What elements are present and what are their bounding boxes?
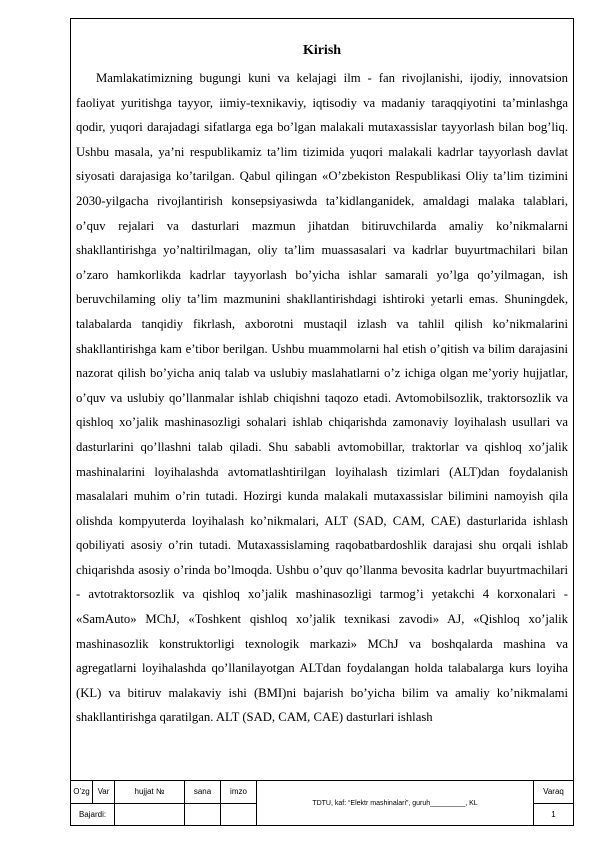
- stamp-varaq-label: Varaq: [534, 781, 574, 804]
- body-paragraph: Mamlakatimizning bugungi kuni va kelajagi ilm - fan rivojlanishi, ijodiy, innovatsion faoliyat yuritishga tayyor, iimiy-texnikaviy, iqtisodiy va madaniy taraqqiyotini ta’minlashga qodir, yuqori darajadagi sifatlarga ega bo’lgan malakali mutaxassislar tayyorlash bilan bog’liq. Ushbu masala, ya’ni respublikamiz ta’lim tizimida yuqori malakali kadrlar tayyorlash davlat siyosati darajasiga ko’tarilgan. Qabul qilingan «O’zbekiston Respublikasi Oliy ta’lim tizimini 2030-yilgacha rivojlantirish konsepsiyasiwda ta’kidlanganidek, amaldagi malaka talablari, o’quv rejalari va dasturlari mazmun jihatdan bitiruvchilarda amaliy ko’nikmalarni shakllantirishga yo’naltirilmagan, oliy ta’lim muassasalari va kadrlar buyurtmachilari bilan o’zaro hamkorlikda kadrlar tayyorlash bo’yicha ishlar samarali yo’lga qo’yilmagan, ish beruvchilaming oliy ta’lim mazmunini shakllantirishdagi ishtiroki yetarli emas. Shuningdek, talabalarda tanqidiy fikrlash, axborotni mustaqil izlash va tahlil qilish ko’nikmalarini shakllantirishga kam e’tibor berilgan. Ushbu muammolarni hal etish o’qitish va bilim darajasini nazorat qilish bo’yicha aniq talab va uslubiy maslahatlarni o’z ichiga olgan me’yoriy hujjatlar, o’quv va uslubiy qo’llanmalar ishlab chiqishni taqozo etadi. Avtomobilsozlik, traktorsozlik va qishloq xo’jalik mashinasozligi sohalari ishlab chiqarishda zamonaviy loyihalash usullari va dasturlarini qo’llashni talab qiladi. Shu sababli avtomobillar, traktorlar va qishloq xo’jalik mashinalarini loyihalashda avtomatlashtirilgan loyihalash tizimlari (ALT)dan foydalanish masalalari muhim o’rin tutadi. Hozirgi kunda malakali mutaxassislar bilimini namoyish qila olishda kompyuterda loyihalash ko’nikmalari, ALT (SAD, CAM, CAE) dasturlarida ishlash qobiliyati asosiy o’rin tutadi. Mutaxassislaming raqobatbardoshlik darajasi shu orqali ishlab chiqarishda asosiy o’rinda bo’lmoqda. Ushbu o’quv qo’llanma bevosita kadrlar buyurtmachilari - avtotraktorsozlik va qishloq xo’jalik mashinasozligi tarmog’i yetakchi 4 korxonalari - «SamAuto» MChJ, «Toshkent qishloq xo’jalik texnikasi zavodi» AJ, «Qishloq xo’jalik mashinasozlik konstruktorligi texnologik markazi» MChJ va boshqalarda mashina va agregatlarni loyihalashda qo’llanilayotgan ALTdan foydalangan holda talabalarga kurs loyiha (KL) va bitiruv malakaviy ishi (BMI)ni bajarish bo’yicha bilim va amaliy ko’nikmalami shakllantirishga qaratilgan. ALT (SAD, CAM, CAE) dasturlari ishlash: [76, 71, 568, 725]
- stamp-empty-sana: [185, 803, 221, 826]
- stamp-col-imzo: imzo: [221, 781, 257, 804]
- stamp-info: TDTU, kaf: “Elektr mashinalari”, guruh_________, KL: [257, 781, 534, 826]
- stamp-empty-hujjat: [115, 803, 185, 826]
- stamp-page-number: 1: [534, 803, 574, 826]
- stamp-col-var: Var: [93, 781, 115, 804]
- stamp-table: [70, 780, 574, 826]
- stamp-col-ozg: O’zg: [71, 781, 93, 804]
- document-content: [76, 42, 568, 772]
- stamp-col-sana: sana: [185, 781, 221, 804]
- document-title: Kirish: [302, 43, 342, 58]
- stamp-col-hujjat: hujjat №: [115, 781, 185, 804]
- stamp-empty-imzo: [221, 803, 257, 826]
- title-block-stamp: [70, 780, 574, 826]
- stamp-bajardi-label: Bajardi:: [71, 803, 115, 826]
